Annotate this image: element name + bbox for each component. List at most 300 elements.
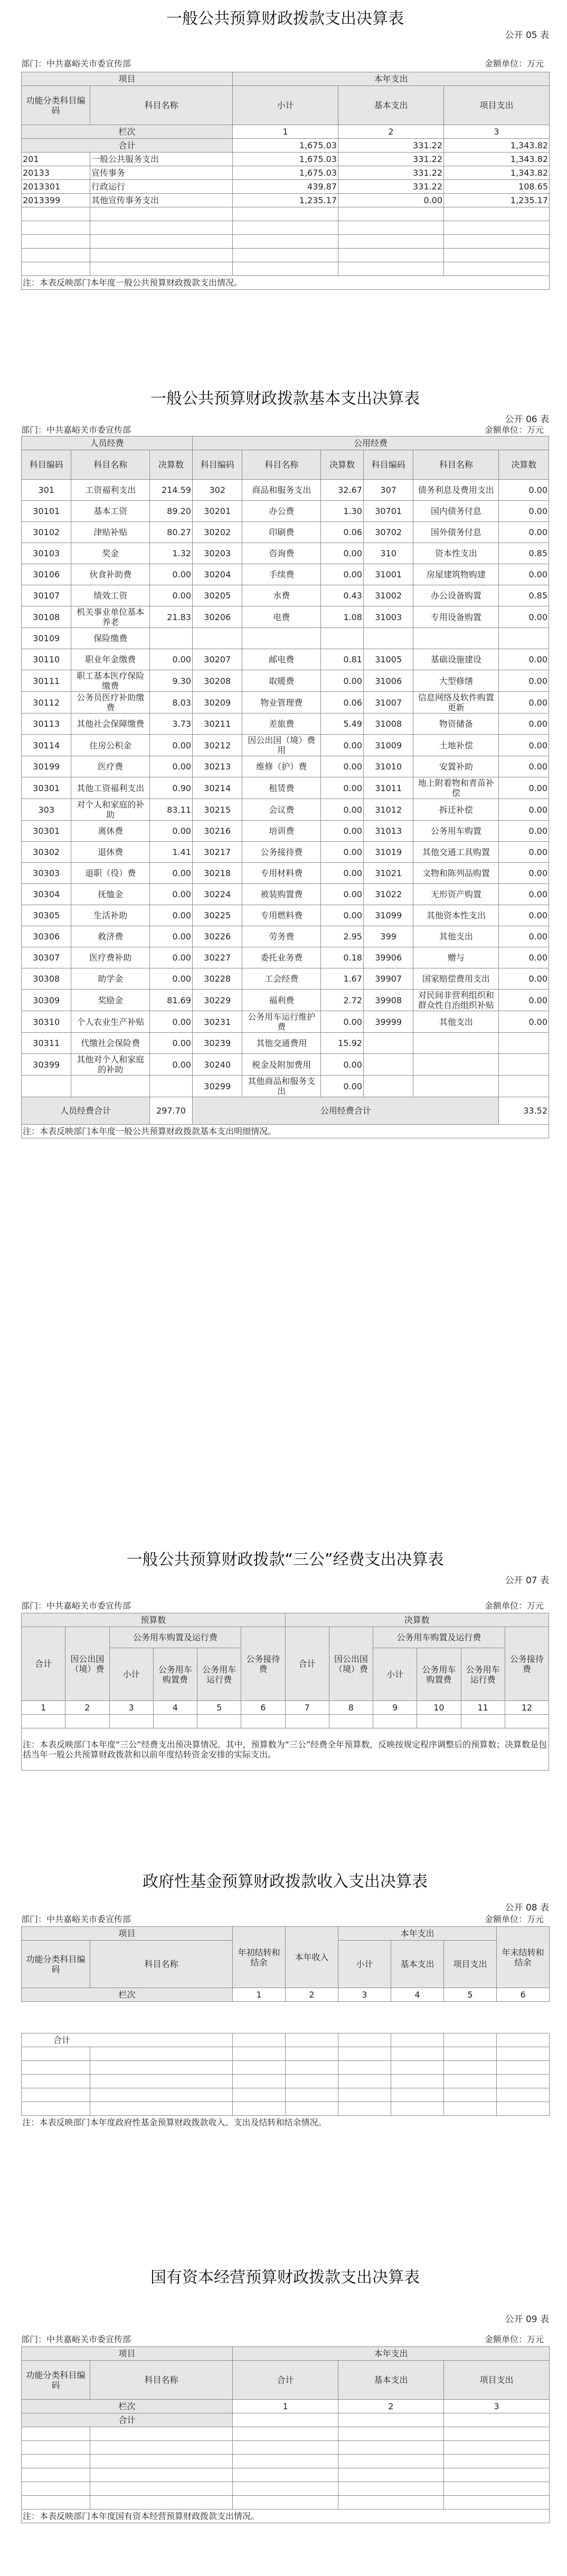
row-amount: 0.00 xyxy=(320,821,363,842)
row-name: 退休费 xyxy=(71,842,149,863)
table-row xyxy=(22,522,549,543)
row-amount: 0.00 xyxy=(499,777,549,799)
row-name: 公务用车运行维护费 xyxy=(242,1011,320,1033)
row-code: 30207 xyxy=(192,649,242,670)
row-code: 30701 xyxy=(363,501,413,522)
h-run: 公务用车运行费 xyxy=(461,1648,505,1701)
row-code: 31011 xyxy=(363,777,413,799)
row-name: 专用设备购置 xyxy=(413,606,499,628)
row-name xyxy=(71,1076,149,1097)
row-value: 1,343.82 xyxy=(444,153,550,166)
row-amount: 0.00 xyxy=(499,714,549,735)
row-name: 个人农业生产补贴 xyxy=(71,1011,149,1033)
row-name: 被装购置费 xyxy=(242,884,320,905)
row-name: 其他支出 xyxy=(413,926,499,947)
row-code: 30303 xyxy=(22,863,71,884)
row-name: 安置补助 xyxy=(413,756,499,777)
row-amount: 0.00 xyxy=(149,926,192,947)
row-code: 39907 xyxy=(363,968,413,990)
h-total: 合计 xyxy=(22,1627,65,1701)
h-current: 本年支出 xyxy=(233,72,550,86)
h-code: 科目编码 xyxy=(22,450,71,480)
h-current: 本年支出 xyxy=(233,2347,550,2361)
h-recep: 公务接待费 xyxy=(505,1627,549,1701)
table06-body xyxy=(22,480,549,1097)
row-amount: 0.00 xyxy=(320,543,363,564)
row-code xyxy=(363,1033,413,1054)
row-code: 301 xyxy=(22,480,71,501)
row-code: 30199 xyxy=(22,756,71,777)
table-row xyxy=(22,714,549,735)
table06 xyxy=(21,436,549,1138)
table-row xyxy=(22,501,549,522)
row-name xyxy=(413,1033,499,1054)
h-proj: 项目支出 xyxy=(444,86,550,125)
row-name: 物业管理费 xyxy=(242,692,320,714)
row-name: 办公费 xyxy=(242,501,320,522)
table07-section xyxy=(21,1531,549,1842)
row-code: 30217 xyxy=(192,842,242,863)
row-amount: 83.11 xyxy=(149,799,192,821)
row-code: 30231 xyxy=(192,1011,242,1033)
row-amount: 0.00 xyxy=(499,990,549,1011)
row-code: 39906 xyxy=(363,947,413,968)
row-name: 津贴补贴 xyxy=(71,522,149,543)
row-name: 行政运行 xyxy=(90,180,233,194)
h-amt: 决算数 xyxy=(499,450,549,480)
row-amount: 0.00 xyxy=(499,799,549,821)
total-proj: 1,343.82 xyxy=(444,139,550,153)
h-recep: 公务接待费 xyxy=(241,1627,285,1701)
row-value: 0.00 xyxy=(338,194,444,207)
table-row xyxy=(22,564,549,585)
row-name: 工会经费 xyxy=(242,968,320,990)
row-code: 31019 xyxy=(363,842,413,863)
table-row xyxy=(22,799,549,821)
row-name: 会议费 xyxy=(242,799,320,821)
h-basic: 基本支出 xyxy=(338,2361,444,2400)
table09-code: 公开 09 表 xyxy=(505,2314,549,2325)
table-row xyxy=(22,990,549,1011)
row-name: 一般公共服务支出 xyxy=(90,153,233,166)
row-name: 医疗费 xyxy=(71,756,149,777)
row-amount: 0.00 xyxy=(499,842,549,863)
row-code: 31009 xyxy=(363,735,413,756)
table08 xyxy=(21,1926,550,2130)
col-num: 1 xyxy=(233,2400,338,2413)
row-code: 30306 xyxy=(22,926,71,947)
row-name: 奖金 xyxy=(71,543,149,564)
row-name: 绩效工资 xyxy=(71,585,149,606)
table-row xyxy=(22,884,549,905)
row-amount: 32.67 xyxy=(320,480,363,501)
row-name: 公务员医疗补助缴费 xyxy=(71,692,149,714)
row-name: 房屋建筑物购建 xyxy=(413,564,499,585)
row-amount: 0.00 xyxy=(320,863,363,884)
row-code: 30202 xyxy=(192,522,242,543)
row-amount: 0.00 xyxy=(149,947,192,968)
row-amount: 0.00 xyxy=(320,777,363,799)
row-name: 职业年金缴费 xyxy=(71,649,149,670)
table-row xyxy=(22,1033,549,1054)
row-code: 30304 xyxy=(22,884,71,905)
row-name: 赠与 xyxy=(413,947,499,968)
row-code xyxy=(192,628,242,649)
table-row xyxy=(22,628,549,649)
row-amount: 0.00 xyxy=(320,884,363,905)
row-amount: 0.18 xyxy=(320,947,363,968)
table-row xyxy=(22,670,549,692)
row-name: 代缴社会保险费 xyxy=(71,1033,149,1054)
row-amount: 0.00 xyxy=(320,905,363,926)
row-amount xyxy=(499,1033,549,1054)
table08-dept: 部门：中共嘉峪关市委宣传部 xyxy=(21,1914,131,1924)
total-label: 合计 xyxy=(22,139,233,153)
table09-unit: 金额单位：万元 xyxy=(484,2334,544,2344)
h-car: 公务用车购置及运行费 xyxy=(109,1627,241,1648)
table-row xyxy=(22,842,549,863)
row-amount: 0.00 xyxy=(320,1054,363,1076)
row-code: 30301 xyxy=(22,777,71,799)
row-amount: 3.73 xyxy=(149,714,192,735)
row-amount: 0.00 xyxy=(499,863,549,884)
row-name: 宣传事务 xyxy=(90,166,233,180)
table06-title: 一般公共预算财政拨款基本支出决算表 xyxy=(150,389,420,408)
row-code: 39999 xyxy=(363,1011,413,1033)
table-row xyxy=(22,756,549,777)
col-num: 12 xyxy=(505,1701,549,1715)
row-amount: 5.49 xyxy=(320,714,363,735)
row-amount: 0.00 xyxy=(149,1033,192,1054)
row-code: 30239 xyxy=(192,1033,242,1054)
table05-title: 一般公共预算财政拨款支出决算表 xyxy=(166,9,404,28)
row-code: 30113 xyxy=(22,714,71,735)
row-name: 职工基本医疗保险缴费 xyxy=(71,670,149,692)
row-code: 30307 xyxy=(22,947,71,968)
h-proj: 项目支出 xyxy=(444,2361,550,2400)
row-code: 399 xyxy=(363,926,413,947)
h-name: 科目名称 xyxy=(90,1941,233,1988)
total-sub: 1,675.03 xyxy=(233,139,338,153)
row-name: 救济费 xyxy=(71,926,149,947)
row-name: 对民间非营利组织和群众性自治组织补贴 xyxy=(413,990,499,1011)
row-name: 印刷费 xyxy=(242,522,320,543)
h-abroad: 因公出国（境）费 xyxy=(65,1627,109,1701)
row-name: 债务利息及费用支出 xyxy=(413,480,499,501)
row-name: 奖励金 xyxy=(71,990,149,1011)
table06-note: 注：本表反映部门本年度一般公共预算财政拨款基本支出明细情况。 xyxy=(22,1125,549,1138)
row-code: 30101 xyxy=(22,501,71,522)
row-name: 伙食补助费 xyxy=(71,564,149,585)
h-item: 项目 xyxy=(22,72,233,86)
row-amount: 0.00 xyxy=(499,606,549,628)
row-name xyxy=(413,628,499,649)
h-expend: 本年支出 xyxy=(338,1927,497,1941)
row-name: 取暖费 xyxy=(242,670,320,692)
col-num: 3 xyxy=(109,1701,153,1715)
row-amount: 0.00 xyxy=(149,968,192,990)
row-code: 31001 xyxy=(363,564,413,585)
table08-note: 注：本表反映部门本年度政府性基金预算财政拨款收入、支出及结转和结余情况。 xyxy=(22,2117,327,2128)
row-code: 30109 xyxy=(22,628,71,649)
lanci: 栏次 xyxy=(22,2400,233,2413)
row-code: 30211 xyxy=(192,714,242,735)
row-amount xyxy=(149,1076,192,1097)
row-name: 资本性支出 xyxy=(413,543,499,564)
total-label: 合计 xyxy=(22,2413,233,2427)
h-sub: 小计 xyxy=(338,1941,391,1988)
row-code: 30103 xyxy=(22,543,71,564)
col-num: 4 xyxy=(391,1988,444,2002)
row-code: 30227 xyxy=(192,947,242,968)
table07-title: 一般公共预算财政拨款“三公”经费支出决算表 xyxy=(126,1551,444,1569)
col-num: 8 xyxy=(329,1701,373,1715)
row-code: 30216 xyxy=(192,821,242,842)
col-num: 5 xyxy=(444,1988,497,2002)
n3: 3 xyxy=(444,125,550,139)
row-amount: 15.92 xyxy=(320,1033,363,1054)
col-num: 9 xyxy=(373,1701,417,1715)
table07-dept: 部门：中共嘉峪关市委宣传部 xyxy=(21,1601,131,1611)
table06-code: 公开 06 表 xyxy=(505,414,549,425)
row-name: 生活补助 xyxy=(71,905,149,926)
col-num: 6 xyxy=(497,1988,550,2002)
row-name: 水费 xyxy=(242,585,320,606)
table-row xyxy=(22,863,549,884)
row-code: 30218 xyxy=(192,863,242,884)
row-amount: 0.00 xyxy=(499,735,549,756)
row-value: 439.87 xyxy=(233,180,338,194)
row-code: 31003 xyxy=(363,606,413,628)
h-name: 科目名称 xyxy=(413,450,499,480)
row-name: 退职（役）费 xyxy=(71,863,149,884)
row-amount: 0.00 xyxy=(499,480,549,501)
row-code: 307 xyxy=(363,480,413,501)
row-amount: 0.00 xyxy=(320,756,363,777)
row-amount: 0.85 xyxy=(499,543,549,564)
row-amount: 0.00 xyxy=(499,756,549,777)
h-amt: 决算数 xyxy=(320,450,363,480)
row-amount: 0.06 xyxy=(320,692,363,714)
row-amount: 1.08 xyxy=(320,606,363,628)
table05-section xyxy=(21,0,549,359)
col-num: 1 xyxy=(22,1701,65,1715)
table-row xyxy=(22,543,549,564)
row-name: 其他对个人和家庭的补助 xyxy=(71,1054,149,1076)
row-amount xyxy=(149,628,192,649)
row-amount: 0.81 xyxy=(320,649,363,670)
col-num: 1 xyxy=(233,1988,286,2002)
row-value: 331.22 xyxy=(338,153,444,166)
row-name: 物资储备 xyxy=(413,714,499,735)
table09-dept: 部门：中共嘉峪关市委宣传部 xyxy=(21,2334,131,2344)
row-amount: 0.00 xyxy=(149,905,192,926)
row-name: 拆迁补偿 xyxy=(413,799,499,821)
row-name: 公务接待费 xyxy=(242,842,320,863)
col-num: 6 xyxy=(241,1701,285,1715)
table07 xyxy=(21,1613,549,1771)
row-name: 地上附着物和青苗补偿 xyxy=(413,777,499,799)
h-name: 科目名称 xyxy=(242,450,320,480)
h-car: 公务用车购置及运行费 xyxy=(373,1627,505,1648)
row-amount: 0.00 xyxy=(499,670,549,692)
row-amount: 0.00 xyxy=(149,884,192,905)
table06-section xyxy=(21,369,549,1520)
row-code: 2013301 xyxy=(22,180,90,194)
row-code: 30225 xyxy=(192,905,242,926)
table-row xyxy=(22,1054,549,1076)
h-item: 项目 xyxy=(22,1927,233,1941)
table06-dept: 部门：中共嘉峪关市委宣传部 xyxy=(21,425,131,435)
row-code: 30226 xyxy=(192,926,242,947)
row-name: 办公设备购置 xyxy=(413,585,499,606)
table05-unit: 金额单位：万元 xyxy=(484,59,544,69)
table05-note: 注：本表反映部门本年度一般公共预算财政拨款支出情况。 xyxy=(22,276,550,290)
h-buy: 公务用车购置费 xyxy=(153,1648,197,1701)
row-amount: 1.30 xyxy=(320,501,363,522)
row-amount: 0.00 xyxy=(149,585,192,606)
row-amount: 0.00 xyxy=(499,649,549,670)
row-code: 31013 xyxy=(363,821,413,842)
row-amount: 2.95 xyxy=(320,926,363,947)
row-amount: 0.00 xyxy=(149,821,192,842)
total-public-value: 33.52 xyxy=(499,1097,549,1125)
col-num: 3 xyxy=(444,2400,550,2413)
col-num: 10 xyxy=(417,1701,461,1715)
table08-title: 政府性基金预算财政拨款收入支出决算表 xyxy=(143,1872,428,1891)
row-code xyxy=(363,1076,413,1097)
h-public: 公用经费 xyxy=(192,436,549,450)
row-code: 30102 xyxy=(22,522,71,543)
row-code: 30702 xyxy=(363,522,413,543)
h-sub: 小计 xyxy=(233,86,338,125)
table-row xyxy=(22,1076,549,1097)
row-code: 30212 xyxy=(192,735,242,756)
table08-code: 公开 08 表 xyxy=(505,1903,549,1913)
row-code xyxy=(22,1076,71,1097)
h-name: 科目名称 xyxy=(90,2361,233,2400)
row-code: 310 xyxy=(363,543,413,564)
row-amount: 21.83 xyxy=(149,606,192,628)
row-amount: 0.00 xyxy=(320,564,363,585)
row-name: 信息网络及软件购置更新 xyxy=(413,692,499,714)
row-value: 1,235.17 xyxy=(233,194,338,207)
h-final: 决算数 xyxy=(285,1613,549,1627)
h-subject: 科目名称 xyxy=(90,86,233,125)
row-name: 国家赔偿费用支出 xyxy=(413,968,499,990)
row-code: 31022 xyxy=(363,884,413,905)
row-code: 30106 xyxy=(22,564,71,585)
h-end: 年末结转和结余 xyxy=(497,1927,550,1988)
row-name: 劳务费 xyxy=(242,926,320,947)
row-code: 30203 xyxy=(192,543,242,564)
row-name: 工资福利支出 xyxy=(71,480,149,501)
row-name: 电费 xyxy=(242,606,320,628)
row-name: 专用燃料费 xyxy=(242,905,320,926)
row-code: 30305 xyxy=(22,905,71,926)
row-code: 39908 xyxy=(363,990,413,1011)
row-name: 国外债务付息 xyxy=(413,522,499,543)
row-code: 30215 xyxy=(192,799,242,821)
row-code: 30224 xyxy=(192,884,242,905)
n1: 1 xyxy=(233,125,338,139)
row-amount: 0.85 xyxy=(499,585,549,606)
table05-dept: 部门：中共嘉峪关市委宣传部 xyxy=(21,59,131,69)
h-total: 合计 xyxy=(285,1627,329,1701)
h-basic: 基本支出 xyxy=(391,1941,444,1988)
row-amount: 80.27 xyxy=(149,522,192,543)
row-code: 30240 xyxy=(192,1054,242,1076)
row-amount: 0.00 xyxy=(499,564,549,585)
row-code: 30205 xyxy=(192,585,242,606)
row-code: 31007 xyxy=(363,692,413,714)
col-num: 2 xyxy=(65,1701,109,1715)
row-amount: 0.00 xyxy=(149,649,192,670)
row-name: 因公出国（境）费用 xyxy=(242,735,320,756)
table-row xyxy=(22,968,549,990)
row-amount xyxy=(499,628,549,649)
row-amount xyxy=(499,1054,549,1076)
table05-code: 公开 05 表 xyxy=(505,30,549,41)
table-row xyxy=(22,606,549,628)
row-name: 咨询费 xyxy=(242,543,320,564)
total-public-label: 公用经费合计 xyxy=(192,1097,498,1125)
row-amount: 81.69 xyxy=(149,990,192,1011)
row-value: 331.22 xyxy=(338,166,444,180)
row-amount: 0.00 xyxy=(499,1011,549,1033)
row-name: 商品和服务支出 xyxy=(242,480,320,501)
row-amount: 1.41 xyxy=(149,842,192,863)
row-name: 差旅费 xyxy=(242,714,320,735)
row-amount: 0.00 xyxy=(149,564,192,585)
row-code: 31021 xyxy=(363,863,413,884)
row-amount xyxy=(499,1076,549,1097)
row-code: 20133 xyxy=(22,166,90,180)
row-code: 30111 xyxy=(22,670,71,692)
row-name: 住房公积金 xyxy=(71,735,149,756)
total-person-value: 297.70 xyxy=(149,1097,192,1125)
row-code: 31005 xyxy=(363,649,413,670)
h-subtotal: 小计 xyxy=(109,1648,153,1701)
row-amount: 0.06 xyxy=(320,522,363,543)
table-row xyxy=(22,821,549,842)
row-value: 108.65 xyxy=(444,180,550,194)
h-total: 合计 xyxy=(233,2361,338,2400)
table07-unit: 金额单位：万元 xyxy=(484,1601,544,1611)
table09-note: 注：本表反映部门本年度国有资本经营预算财政拨款支出情况。 xyxy=(22,2510,550,2523)
col-num: 3 xyxy=(338,1988,391,2002)
row-code: 30213 xyxy=(192,756,242,777)
row-amount xyxy=(320,628,363,649)
row-amount: 0.00 xyxy=(320,842,363,863)
row-code: 30204 xyxy=(192,564,242,585)
row-code: 30308 xyxy=(22,968,71,990)
row-amount: 1.32 xyxy=(149,543,192,564)
table-row xyxy=(22,905,549,926)
row-code: 30228 xyxy=(192,968,242,990)
row-code: 30107 xyxy=(22,585,71,606)
row-code: 303 xyxy=(22,799,71,821)
row-name: 土地补偿 xyxy=(413,735,499,756)
n2: 2 xyxy=(338,125,444,139)
table-row xyxy=(22,926,549,947)
row-amount: 0.00 xyxy=(149,863,192,884)
table05 xyxy=(21,72,550,290)
row-amount: 0.00 xyxy=(149,1054,192,1076)
row-name: 其他资本性支出 xyxy=(413,905,499,926)
table-row xyxy=(22,735,549,756)
row-amount: 0.00 xyxy=(499,692,549,714)
